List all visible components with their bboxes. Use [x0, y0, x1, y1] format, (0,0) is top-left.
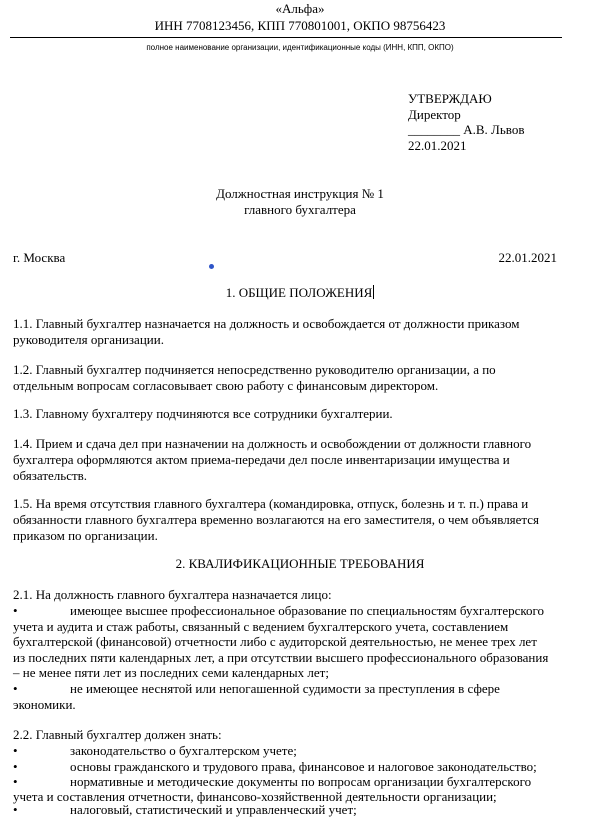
text-cursor — [373, 285, 374, 299]
paragraph-1-3: 1.3. Главному бухгалтеру подчиняются все сотрудники бухгалтерии. — [13, 406, 393, 421]
paragraph-2-2-intro: 2.2. Главный бухгалтер должен знать: — [13, 727, 222, 742]
organization-name: «Альфа» — [275, 1, 325, 16]
list-item-continuation: – не менее пяти лет из последних семи календарных лет; — [13, 665, 329, 680]
list-item-continuation: экономики. — [13, 697, 76, 712]
section-2-heading: 2. КВАЛИФИКАЦИОННЫЕ ТРЕБОВАНИЯ — [175, 556, 425, 571]
section-1-heading: 1. ОБЩИЕ ПОЛОЖЕНИЯ — [225, 285, 373, 300]
list-item: • основы гражданского и трудового права, финансовое и налоговое законодательство; — [13, 759, 537, 774]
paragraph-1-1: 1.1. Главный бухгалтер назначается на должность и освобождается от должности приказом руководителя организации. — [13, 316, 520, 347]
city: г. Москва — [13, 250, 66, 265]
approval-signature: ________ А.В. Львов — [408, 122, 525, 137]
paragraph-2-1-intro: 2.1. На должность главного бухгалтера назначается лицо: — [13, 587, 332, 602]
list-item-continuation: учета и аудита и стаж работы, связанный с ведением бухгалтерского учета, составлением — [13, 619, 509, 634]
document-title: Должностная инструкция № 1 — [216, 186, 384, 201]
list-item: • нормативные и методические документы по вопросам организации бухгалтерского — [13, 774, 532, 789]
paragraph-1-4: 1.4. Прием и сдача дел при назначении на должность и освобождении от должности главного бухгалтера оформляются актом приема-передачи дел после инвентаризации имущества и обязательств. — [13, 436, 532, 483]
list-item-continuation: учета и составления отчетности, финансово-хозяйственной деятельности организации; — [13, 789, 497, 804]
document-subtitle: главного бухгалтера — [244, 202, 356, 217]
approval-date: 22.01.2021 — [408, 138, 467, 153]
list-item: • налоговый, статистический и управленческий учет; — [13, 802, 357, 817]
cursor-dot-marker — [209, 264, 214, 269]
document-date: 22.01.2021 — [498, 250, 557, 265]
paragraph-1-5: 1.5. На время отсутствия главного бухгалтера (командировка, отпуск, болезнь и т. п.) права и обязанности главного бухгалтера временно возлагаются на его заместителя, о чем объявляется приказом по организации. — [13, 496, 540, 543]
list-item: • законодательство о бухгалтерском учете; — [13, 743, 297, 758]
approval-position: Директор — [408, 107, 461, 122]
header-caption: полное наименование организации, идентификационные коды (ИНН, КПП, ОКПО) — [146, 43, 454, 52]
header-divider — [10, 37, 562, 38]
list-item-continuation: бухгалтерской (финансовой) отчетности либо с аудиторской деятельностью, не менее трех лет — [13, 634, 537, 649]
organization-codes: ИНН 7708123456, КПП 770801001, ОКПО 98756423 — [154, 18, 446, 33]
list-item: • не имеющее неснятой или непогашенной судимости за преступления в сфере — [13, 681, 500, 696]
approval-title: УТВЕРЖДАЮ — [408, 91, 492, 106]
paragraph-1-2: 1.2. Главный бухгалтер подчиняется непосредственно руководителю организации, а по отдельным вопросам согласовывает свою работу с финансовым директором. — [13, 362, 496, 393]
list-item: • имеющее высшее профессиональное образование по специальностям бухгалтерского — [13, 603, 545, 618]
list-item-continuation: из последних пяти календарных лет, а при отсутствии высшего профессионального образования — [13, 650, 549, 665]
